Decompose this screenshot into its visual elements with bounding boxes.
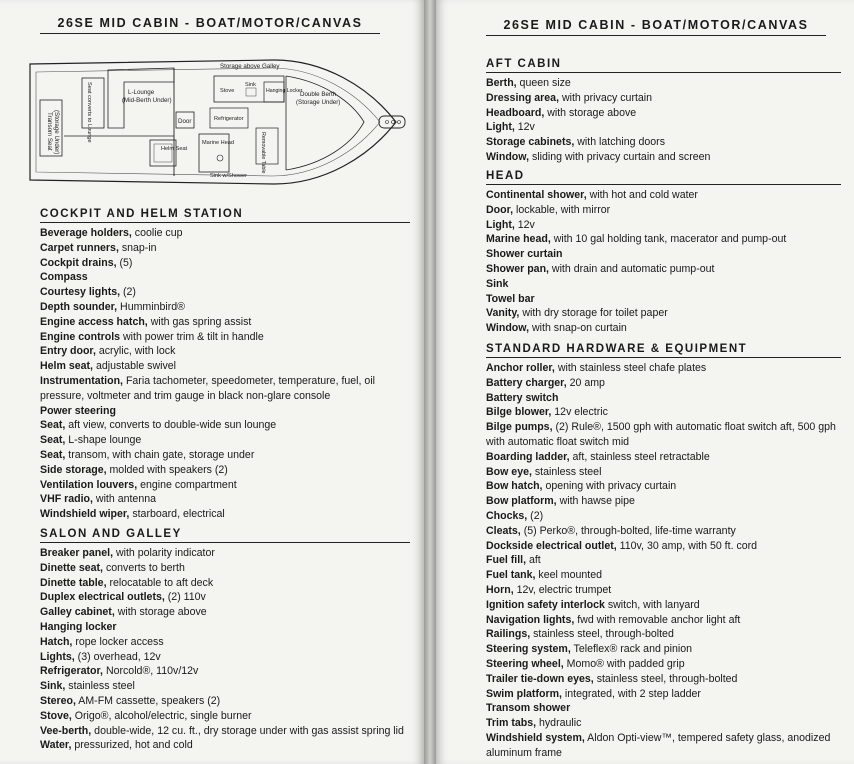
spec-item-description: Origo®, alcohol/electric, single burner: [71, 709, 252, 722]
spec-item: [40, 507, 410, 522]
transom-storage-label: (Storage Under): [53, 110, 60, 155]
spec-item-name: Dinette table,: [40, 576, 107, 589]
spec-item-description: with gas spring assist: [147, 315, 252, 328]
spec-item: [486, 135, 841, 150]
spec-item-description: relocatable to aft deck: [106, 576, 214, 589]
spec-item-description: stainless steel, through-bolted: [593, 672, 738, 685]
spec-item: [486, 672, 841, 687]
refrigerator-label: Refrigerator: [214, 116, 244, 122]
spec-item: [486, 247, 841, 262]
spec-item-name: Berth,: [486, 77, 517, 89]
spec-item: [486, 598, 841, 613]
spec-item-name: Windshield wiper,: [40, 508, 130, 521]
spec-item-name: Stereo,: [40, 694, 76, 707]
svg-text:Storage above Galley: [220, 63, 280, 70]
spec-item: [486, 106, 841, 121]
spec-item: [486, 657, 841, 672]
svg-text:L-Lounge: [128, 89, 155, 96]
spec-item-description: with power trim & tilt in handle: [120, 330, 264, 343]
spec-item: [40, 576, 410, 591]
spec-item-description: with latching doors: [574, 136, 665, 149]
spec-item: [486, 627, 841, 642]
spec-item-name: Water,: [40, 739, 72, 752]
spec-item-description: (5) Perko®, through-bolted, life-time warranty: [520, 524, 736, 537]
spec-item-description: coolie cup: [131, 227, 183, 239]
spec-item: [486, 150, 841, 165]
spec-item-description: Humminbird®: [117, 300, 185, 313]
svg-text:Marine Head: [202, 140, 234, 146]
transom-seat-label: Transom Seat: [46, 112, 53, 151]
svg-text:Sink w/Shower: [210, 173, 247, 179]
spec-item-name: Bow hatch,: [486, 480, 543, 493]
spec-item-name: Shower pan,: [486, 262, 549, 275]
spec-item-name: Trailer tie-down eyes,: [486, 672, 594, 685]
spec-item-description: Norcold®, 110v/12v: [103, 665, 199, 678]
spec-item-name: Chocks,: [486, 509, 528, 522]
spec-item: [40, 330, 410, 345]
spec-item-description: opening with privacy curtain: [542, 480, 677, 493]
spec-item-name: Dressing area,: [486, 91, 560, 104]
cockpit-helm-list: [40, 226, 410, 522]
spec-item-name: Bilge pumps,: [486, 421, 553, 434]
spec-item: [486, 292, 841, 307]
stove-label: Stove: [220, 88, 235, 94]
spec-item-description: sliding with privacy curtain and screen: [529, 150, 711, 163]
spec-item-name: Storage cabinets,: [486, 136, 575, 149]
spec-item: [486, 642, 841, 657]
spec-item-description: (3) overhead, 12v: [74, 650, 161, 663]
spec-item-name: Anchor roller,: [486, 362, 555, 374]
spec-item: [486, 524, 841, 539]
hull-outline: [30, 60, 396, 184]
spec-item: [40, 492, 410, 507]
spec-item: [486, 391, 841, 406]
spec-item-name: Duplex electrical outlets,: [40, 591, 165, 604]
spec-item-description: with 10 gal holding tank, macerator and pump-out: [550, 233, 787, 246]
spec-item-name: Trim tabs,: [486, 717, 537, 730]
spec-item-description: with stainless steel chafe plates: [554, 362, 707, 374]
spec-item-name: Bilge blower,: [486, 406, 552, 419]
spec-item-description: with privacy curtain: [559, 91, 653, 104]
spec-item-description: acrylic, with lock: [95, 345, 176, 358]
spec-item: [40, 359, 410, 374]
spec-item: [40, 226, 410, 241]
marine-head-label: Marine Head: [202, 140, 235, 146]
cockpit-helm-title: COCKPIT AND HELM STATION: [40, 208, 410, 223]
spec-item: [486, 494, 841, 509]
spec-item-name: Swim platform,: [486, 687, 562, 700]
spec-item-name: Navigation lights,: [486, 613, 575, 626]
spec-item-name: Sink: [486, 277, 509, 290]
spec-item-name: Side storage,: [40, 463, 107, 476]
spec-item-description: L-shape lounge: [65, 434, 142, 447]
spec-item-description: with snap-on curtain: [529, 322, 627, 335]
spec-item-description: AM-FM cassette, speakers (2): [75, 694, 221, 707]
spec-item-description: lockable, with mirror: [513, 203, 611, 216]
spec-item-description: keel mounted: [535, 569, 603, 582]
hanging-locker-label: Hanging Locker: [266, 88, 303, 94]
spec-item: [486, 509, 841, 524]
aft-cabin-section: [486, 58, 841, 165]
spec-item-name: Courtesy lights,: [40, 286, 121, 299]
spec-item-name: Shower curtain: [486, 248, 563, 261]
spec-item: [486, 731, 841, 761]
spec-item: [40, 374, 410, 404]
spec-item-description: queen size: [516, 77, 571, 89]
left-page-header: 26SE MID CABIN - BOAT/MOTOR/CANVAS: [40, 16, 380, 34]
spec-item-description: with hawse pipe: [556, 495, 635, 508]
spec-item-description: adjustable swivel: [93, 360, 177, 373]
spec-item-name: Light,: [486, 121, 515, 134]
svg-text:Hanging Locker: [266, 88, 303, 94]
sink-shower-label: Sink w/Shower: [210, 173, 247, 179]
spec-item-name: Bow platform,: [486, 495, 557, 508]
spec-item-name: Compass: [40, 271, 88, 284]
spec-item: [40, 315, 410, 330]
spec-item: [40, 709, 410, 724]
cockpit-helm-section: [40, 208, 410, 522]
spec-item-name: Engine access hatch,: [40, 315, 148, 328]
spec-item: [40, 256, 410, 271]
spec-item: [486, 687, 841, 702]
svg-text:Seat converts to Lounge: [86, 82, 92, 143]
spec-item-description: (2) 110v: [164, 591, 206, 604]
aft-cabin-title: AFT CABIN: [486, 58, 841, 73]
svg-text:Removable Table: [260, 132, 266, 174]
removable-table: [256, 128, 278, 164]
spec-item-description: (2): [120, 286, 136, 299]
spec-item: [40, 738, 410, 753]
spec-item-name: Sink,: [40, 680, 66, 693]
svg-text:Helm Seat: [161, 146, 188, 152]
spec-item-description: pressurized, hot and cold: [71, 739, 193, 752]
spec-item: [486, 306, 841, 321]
spec-item-name: Steering system,: [486, 643, 571, 656]
spec-item-description: converts to berth: [103, 561, 185, 574]
svg-text:(Mid-Berth Under): [122, 97, 172, 104]
spec-item-name: Engine controls: [40, 330, 121, 343]
spec-item-name: Steering wheel,: [486, 657, 564, 670]
l-lounge-label: L-Lounge: [128, 89, 155, 96]
spec-item-name: Horn,: [486, 583, 514, 596]
spec-item: [486, 262, 841, 277]
spec-item-description: Teleflex® rack and pinion: [570, 643, 693, 656]
right-page: [436, 0, 854, 764]
spec-item-description: 12v, electric trumpet: [513, 583, 612, 596]
spec-item-description: with drain and automatic pump-out: [548, 262, 715, 275]
spec-item-name: Seat,: [40, 434, 66, 447]
spec-item-name: Lights,: [40, 650, 75, 663]
spec-item-description: aft, stainless steel retractable: [569, 450, 710, 463]
spec-item: [40, 679, 410, 694]
spec-item: [40, 650, 410, 665]
spec-item: [486, 568, 841, 583]
hardware-section: [486, 343, 841, 761]
spec-item-name: Vee-berth,: [40, 724, 92, 737]
spec-item-name: Cleats,: [486, 524, 521, 537]
spec-item-name: Marine head,: [486, 233, 551, 246]
spec-item-description: rope locker access: [72, 635, 164, 648]
spec-item-name: Light,: [486, 218, 515, 231]
spec-item: [40, 635, 410, 650]
spec-item-description: (5): [116, 256, 133, 269]
double-berth-storage-label: (Storage Under): [296, 99, 341, 106]
spec-item-name: VHF radio,: [40, 493, 93, 506]
storage-above-galley-label: Storage above Galley: [220, 63, 280, 70]
spec-item: [40, 546, 410, 561]
spec-item-name: Cockpit drains,: [40, 256, 117, 269]
spec-item: [40, 433, 410, 448]
spec-item-name: Door,: [486, 203, 514, 216]
spec-item-description: starboard, electrical: [129, 508, 225, 521]
spec-item-name: Ignition safety interlock: [486, 598, 605, 611]
spec-item: [486, 465, 841, 480]
spec-item-name: Transom shower: [486, 702, 571, 715]
sink-label: Sink: [245, 82, 256, 88]
spec-item-name: Railings,: [486, 628, 531, 641]
spec-item: [486, 701, 841, 716]
head-list: [486, 188, 841, 336]
spec-item-name: Bow eye,: [486, 465, 532, 478]
spec-item-name: Ventilation louvers,: [40, 478, 138, 491]
svg-text:Door: [178, 118, 191, 125]
spec-item-name: Instrumentation,: [40, 374, 123, 387]
left-page: [0, 0, 424, 764]
svg-text:Transom Seat: [46, 112, 53, 151]
svg-text:(Storage Under): [296, 99, 340, 106]
spec-item-name: Beverage holders,: [40, 227, 132, 239]
spec-item-name: Carpet runners,: [40, 241, 119, 254]
spec-item: [486, 553, 841, 568]
spec-item: [486, 218, 841, 233]
spec-item: [486, 539, 841, 554]
aft-cabin-list: [486, 76, 841, 165]
spec-item: [486, 361, 841, 376]
spec-item: [40, 561, 410, 576]
salon-galley-section: [40, 528, 410, 753]
spec-item-description: hydraulic: [536, 717, 582, 730]
spec-item-name: Windshield system,: [486, 731, 585, 744]
spec-item: [486, 716, 841, 731]
spec-item: [40, 463, 410, 478]
spec-item: [486, 203, 841, 218]
spec-item: [486, 277, 841, 292]
spec-item-description: engine compartment: [137, 478, 237, 491]
right-page-header: 26SE MID CABIN - BOAT/MOTOR/CANVAS: [486, 18, 826, 36]
spec-item-description: integrated, with 2 step ladder: [561, 687, 701, 700]
spec-item: [40, 285, 410, 300]
spec-item-name: Hatch,: [40, 635, 73, 648]
spec-item-description: stainless steel: [531, 465, 602, 478]
spec-item-name: Fuel tank,: [486, 569, 536, 582]
spec-item-name: Fuel fill,: [486, 554, 527, 567]
spec-item: [40, 724, 410, 739]
spec-item-description: stainless steel, through-bolted: [530, 628, 674, 641]
spec-item-description: with antenna: [92, 493, 157, 506]
salon-galley-list: [40, 546, 410, 753]
spec-item-name: Entry door,: [40, 345, 96, 358]
spec-item-description: transom, with chain gate, storage under: [65, 448, 255, 461]
spec-item-name: Galley cabinet,: [40, 606, 115, 619]
spec-item-description: with polarity indicator: [113, 547, 215, 559]
spec-item-name: Window,: [486, 150, 530, 163]
spec-item: [486, 91, 841, 106]
spec-item-description: with storage above: [114, 606, 207, 619]
boat-floor-plan-diagram: [24, 52, 414, 192]
seat-converts-label: Seat converts to Lounge: [86, 82, 92, 143]
spec-item: [486, 188, 841, 203]
spec-item-name: Refrigerator,: [40, 665, 103, 678]
spec-item-name: Headboard,: [486, 106, 545, 119]
spec-item: [40, 590, 410, 605]
svg-text:Double Berth: [300, 91, 337, 98]
spec-item: [40, 404, 410, 419]
spec-item: [40, 620, 410, 635]
spec-item-description: 12v electric: [551, 406, 608, 419]
hardware-list: [486, 361, 841, 761]
spec-item-name: Battery switch: [486, 391, 559, 404]
spec-item-description: molded with speakers (2): [106, 463, 228, 476]
spec-item-name: Power steering: [40, 404, 116, 417]
spec-item: [486, 613, 841, 628]
spec-item: [40, 605, 410, 620]
spec-item-description: Aldon Opti-view™, tempered safety glass, anodized aluminum frame: [486, 731, 831, 759]
spec-item-name: Stove,: [40, 709, 72, 722]
spec-item-description: aft: [526, 554, 541, 567]
spec-item-description: switch, with lanyard: [604, 598, 700, 611]
spec-item-name: Window,: [486, 322, 530, 335]
head-section: [486, 170, 841, 336]
svg-text:(Storage Under): [53, 110, 60, 154]
book-gutter: [424, 0, 436, 764]
spec-item-name: Continental shower,: [486, 189, 587, 201]
mid-berth-label: (Mid-Berth Under): [122, 97, 172, 104]
spec-item-name: Breaker panel,: [40, 547, 114, 559]
spec-item-description: 20 amp: [566, 376, 605, 389]
salon-galley-title: SALON AND GALLEY: [40, 528, 410, 543]
spec-item: [486, 376, 841, 391]
seat-converts-lounge: [82, 78, 104, 128]
spec-item: [486, 479, 841, 494]
spec-item-name: Dockside electrical outlet,: [486, 539, 617, 552]
helm-seat-label: Helm Seat: [161, 146, 188, 152]
head-title: HEAD: [486, 170, 841, 185]
spec-item-description: Faria tachometer, speedometer, temperature, fuel, oil pressure, voltmeter and trim gauge in black non-glare console: [40, 374, 376, 402]
spec-item-name: Boarding ladder,: [486, 450, 570, 463]
double-berth-label: Double Berth: [300, 91, 337, 98]
spec-item-name: Dinette seat,: [40, 561, 103, 574]
door-label: Door: [178, 118, 192, 125]
spec-item: [40, 344, 410, 359]
svg-text:Refrigerator: [214, 116, 244, 122]
spec-item-description: stainless steel: [65, 680, 135, 693]
spec-item-description: fwd with removable anchor light aft: [574, 613, 741, 626]
spec-item-name: Seat,: [40, 448, 66, 461]
spec-item-name: Vanity,: [486, 307, 520, 320]
spec-item-name: Towel bar: [486, 292, 535, 305]
spec-item-description: double-wide, 12 cu. ft., dry storage under with gas assist spring lid: [91, 724, 404, 737]
spec-item-name: Battery charger,: [486, 376, 567, 389]
spec-item-name: Helm seat,: [40, 360, 93, 373]
spec-item-description: with dry storage for toilet paper: [519, 307, 668, 320]
spec-item: [40, 270, 410, 285]
spec-item: [486, 405, 841, 420]
svg-text:Stove: [220, 88, 234, 94]
spec-item-description: with hot and cold water: [586, 189, 698, 201]
spec-item: [40, 300, 410, 315]
spec-item-name: Depth sounder,: [40, 300, 118, 313]
spec-item: [40, 241, 410, 256]
spec-item: [486, 120, 841, 135]
spec-item: [40, 478, 410, 493]
spec-item-description: 12v: [514, 121, 535, 134]
spec-item: [486, 232, 841, 247]
spec-item-description: with storage above: [544, 106, 637, 119]
spec-item-name: Seat,: [40, 419, 66, 432]
spec-item-description: 12v: [514, 218, 535, 231]
spec-item-description: (2): [527, 509, 544, 522]
spec-item: [486, 450, 841, 465]
spec-item: [486, 583, 841, 598]
spec-item: [40, 448, 410, 463]
spec-item-description: (2) Rule®, 1500 gph with automatic float switch aft, 500 gph with automatic float switch mid: [486, 421, 836, 448]
hardware-title: STANDARD HARDWARE & EQUIPMENT: [486, 343, 841, 358]
spec-item: [486, 321, 841, 336]
spec-item: [40, 418, 410, 433]
svg-text:Sink: [245, 82, 256, 88]
spec-item: [40, 664, 410, 679]
spec-item-description: 110v, 30 amp, with 50 ft. cord: [616, 539, 758, 552]
spec-item: [40, 694, 410, 709]
spec-item: [486, 76, 841, 91]
spec-item-description: Momo® with padded grip: [563, 657, 685, 670]
removable-table-label: Removable Table: [260, 132, 266, 174]
spec-item: [486, 420, 841, 450]
spec-item-description: aft view, converts to double-wide sun lounge: [65, 419, 277, 432]
spec-item-description: snap-in: [118, 241, 157, 254]
spec-item-name: Hanging locker: [40, 620, 117, 633]
